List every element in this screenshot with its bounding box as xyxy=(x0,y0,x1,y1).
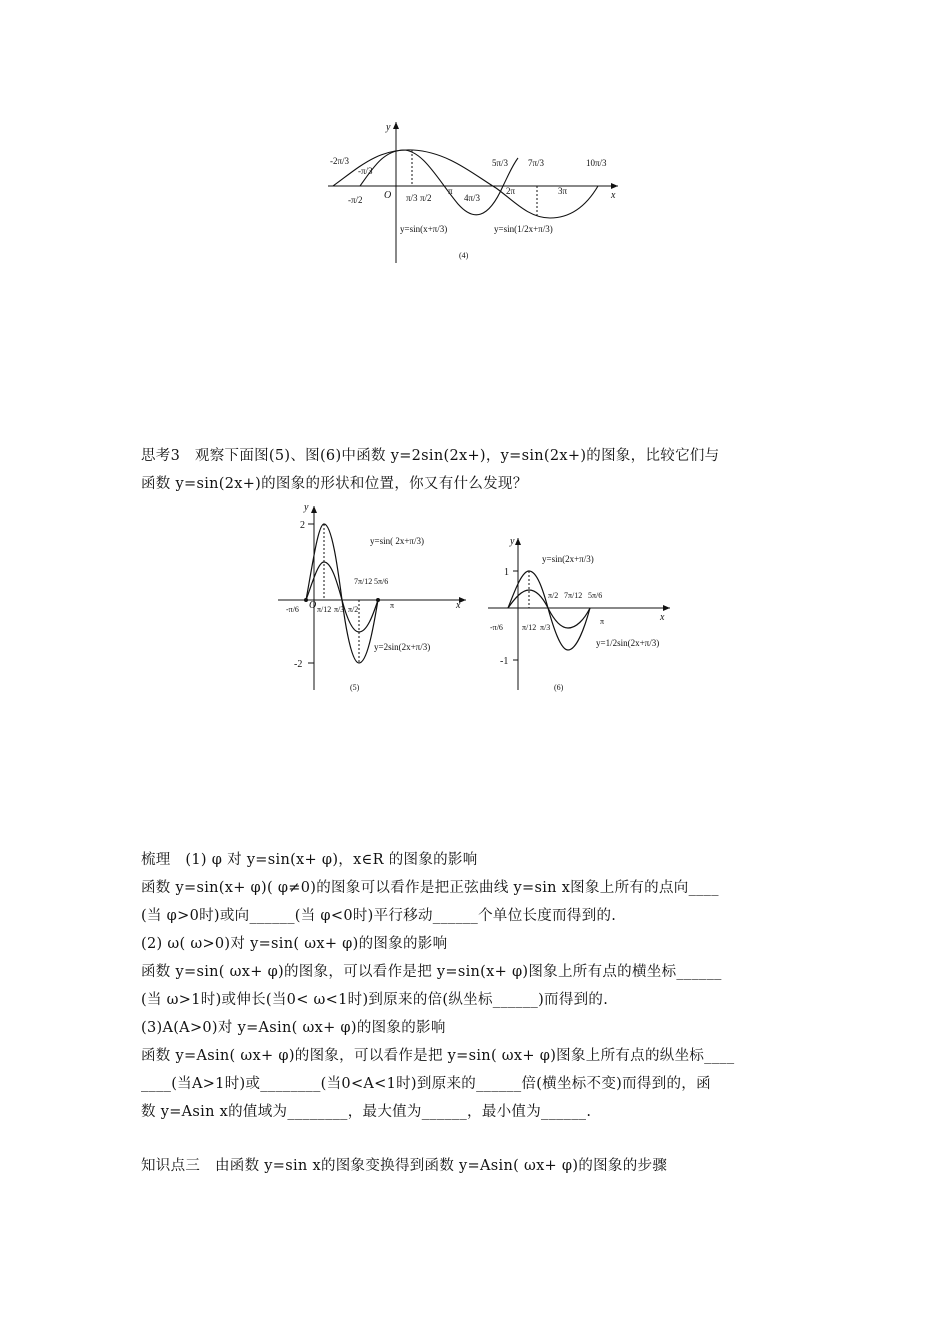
review-line: (当 ω>1时)或伸长(当0< ω<1时)到原来的倍(纵坐标______)而得到的. xyxy=(141,992,609,1008)
point-5pi-6 xyxy=(376,598,380,602)
tick-label: -1 xyxy=(500,656,509,667)
origin-label: O xyxy=(309,600,317,611)
axis-label-y: y xyxy=(386,122,391,133)
review-line: ____(当A>1时)或________(当0<A<1时)到原来的______倍(横坐标不变)而得到的，函 xyxy=(141,1076,711,1092)
review-line: 函数 y=sin( ωx+ φ)的图象，可以看作是把 y=sin(x+ φ)图象上所有点的横坐标______ xyxy=(141,964,722,980)
curve-label: y=sin(2x+π/3) xyxy=(542,554,594,564)
think-3 xyxy=(141,442,821,498)
y-axis-arrow xyxy=(393,122,399,129)
tick-label: 4π/3 xyxy=(464,193,481,203)
figure-4-graph xyxy=(328,118,628,268)
tick-label: π/3 xyxy=(334,605,345,614)
curve-label: y=sin(x+π/3) xyxy=(400,224,448,234)
figure-6 xyxy=(488,530,680,700)
tick-label: 5π/6 xyxy=(374,577,389,586)
tick-label: 2 xyxy=(300,520,305,531)
figure-caption: (4) xyxy=(459,251,469,260)
axis-label-x: x xyxy=(660,612,665,623)
curve-label: y=sin(1/2x+π/3) xyxy=(494,224,553,234)
y-axis-arrow xyxy=(311,506,317,513)
tick-label: π/2 xyxy=(348,605,359,614)
tick-label: 7π/3 xyxy=(528,158,545,168)
tick-label: 10π/3 xyxy=(586,158,607,168)
tick-label: -2π/3 xyxy=(330,156,350,166)
tick-label: π/12 xyxy=(522,623,537,632)
figure-6-graph xyxy=(488,530,680,700)
tick-label: 5π/3 xyxy=(492,158,509,168)
review-line: (当 φ>0时)或向______(当 φ<0时)平行移动______个单位长度而得到的. xyxy=(141,908,617,924)
tick-label: 3π xyxy=(558,186,568,196)
figure-caption: (5) xyxy=(350,683,360,692)
tick-label: π/3 xyxy=(540,623,551,632)
curve-2sin xyxy=(306,524,378,663)
point-neg-pi-6 xyxy=(304,598,308,602)
review-line: 函数 y=Asin( ωx+ φ)的图象，可以看作是把 y=sin( ωx+ φ)图象上所有点的纵坐标____ xyxy=(141,1048,735,1064)
curve-label: y=1/2sin(2x+π/3) xyxy=(596,638,660,648)
figure-5 xyxy=(276,500,476,700)
curve-label: y=sin( 2x+π/3) xyxy=(370,536,424,546)
tick-label: π/3 xyxy=(406,193,418,203)
figure-5-graph xyxy=(276,500,476,700)
y-axis-arrow xyxy=(515,538,521,545)
tick-label: -π/6 xyxy=(490,623,503,632)
tick-label: π/12 xyxy=(317,605,332,614)
axis-label-x: x xyxy=(611,190,616,201)
tick-label: -π/3 xyxy=(358,166,373,176)
axis-label-y: y xyxy=(304,502,309,513)
knowledge-point-3-title: 知识点三 由函数 y=sin x的图象变换得到函数 y=Asin( ωx+ φ)的图象的步骤 xyxy=(141,1158,668,1174)
curve-label: y=2sin(2x+π/3) xyxy=(374,642,431,652)
review-line: 函数 y=sin(x+ φ)( φ≠0)的图象可以看作是把正弦曲线 y=sin x图象上所有的点向____ xyxy=(141,880,719,896)
think-3-line-2: 函数 y=sin(2x+)的图象的形状和位置，你又有什么发现？ xyxy=(141,476,528,492)
tick-label: 2π xyxy=(506,186,516,196)
tick-label: π xyxy=(600,617,605,626)
tick-label: π/2 xyxy=(548,591,559,600)
tick-label: -2 xyxy=(294,659,303,670)
review-line: 梳理 (1) φ 对 y=sin(x+ φ)，x∈R 的图象的影响 xyxy=(141,852,478,868)
tick-label: -π/2 xyxy=(348,195,363,205)
axis-label-y: y xyxy=(510,536,515,547)
tick-label: 7π/12 xyxy=(354,577,373,586)
review-line: (3)A(A>0)对 y=Asin( ωx+ φ)的图象的影响 xyxy=(141,1020,446,1036)
review-line: (2) ω( ω>0)对 y=sin( ωx+ φ)的图象的影响 xyxy=(141,936,448,952)
review-line: 数 y=Asin x的值域为________，最大值为______，最小值为______. xyxy=(141,1104,592,1120)
curve-sin-half-x-plus-pi-3 xyxy=(333,150,598,218)
tick-label: π/2 xyxy=(420,193,432,203)
tick-label: 1 xyxy=(504,567,509,578)
knowledge-point-3 xyxy=(141,1152,821,1180)
figure-4 xyxy=(328,118,628,268)
tick-label: 5π/6 xyxy=(588,591,603,600)
think-3-line-1: 思考3 观察下面图(5)、图(6)中函数 y=2sin(2x+)，y=sin(2x+)的图象，比较它们与 xyxy=(141,448,720,464)
tick-label: π xyxy=(448,186,453,196)
x-axis-arrow xyxy=(611,183,618,189)
tick-label: π xyxy=(390,601,395,610)
tick-label: 7π/12 xyxy=(564,591,583,600)
origin-label: O xyxy=(384,190,392,201)
axis-label-x: x xyxy=(456,600,461,611)
x-axis-arrow xyxy=(663,605,670,611)
tick-label: -π/6 xyxy=(286,605,299,614)
figure-caption: (6) xyxy=(554,683,564,692)
review-section xyxy=(141,846,821,1126)
